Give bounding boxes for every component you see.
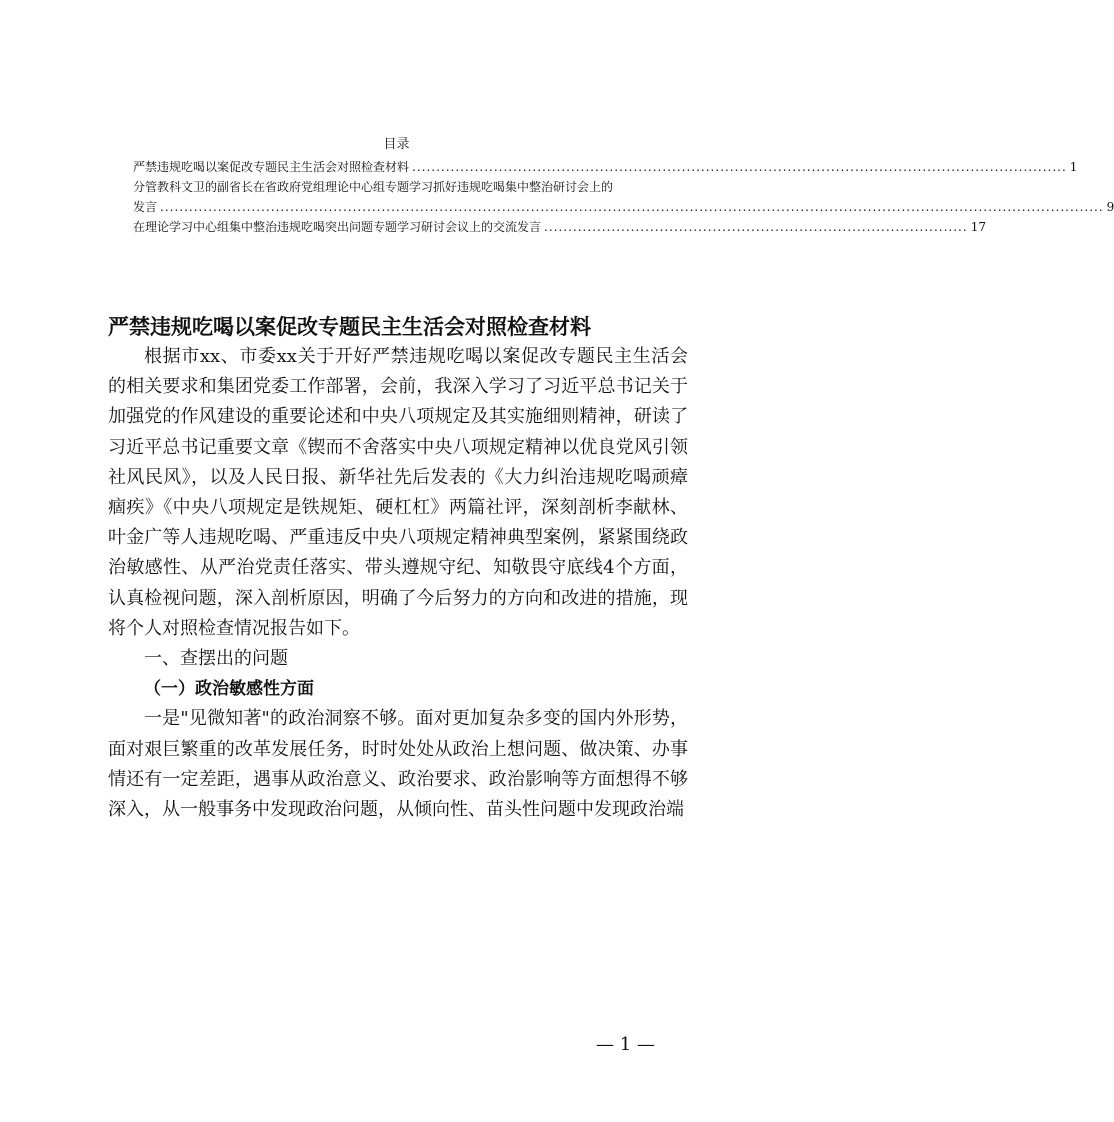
toc-entry-text: 严禁违规吃喝以案促改专题民主生活会对照检查材料 [133, 160, 410, 174]
toc-entry-text: 在理论学习中心组集中整治违规吃喝突出问题专题学习研讨会议上的交流发言 [133, 220, 542, 234]
subsection-heading: （一）政治敏感性方面 [144, 679, 314, 700]
body-paragraph: 一是"见微知著"的政治洞察不够。面对更加复杂多变的国内外形势，面对艰巨繁重的改革发展任务，时时处处从政治上想问题、做决策、办事情还有一定差距，遇事从政治意义、政治要求、政治影响等方面想得不够深入，从一般事务中发现政治问题，从倾向性、苗头性问题中发现政治端 [108, 708, 688, 821]
toc-entry-page: 9 [1106, 200, 1114, 214]
toc-entry-page: 17 [970, 220, 986, 234]
toc-leader-dots: ........................................................................................ [544, 220, 968, 234]
section-heading: 一、查摆出的问题 [144, 648, 288, 670]
toc-entry-2[interactable] [133, 198, 1114, 216]
toc-entry-3[interactable] [133, 218, 986, 236]
toc-entry-2-line1[interactable]: 分管教科文卫的副省长在省政府党组理论中心组专题学习抓好违规吃喝集中整治研讨会上的 [133, 180, 614, 194]
toc-entry-1[interactable] [133, 158, 1078, 176]
document-body [108, 342, 688, 825]
toc-leader-dots: ........................................................................................................................................ [412, 160, 1067, 174]
toc-entry-page: 1 [1069, 160, 1078, 174]
page-number: — 1 — [596, 1034, 655, 1055]
toc-entry-text: 发言 [133, 200, 158, 214]
toc-leader-dots: .................................................................................................................................................................................................... [160, 200, 1104, 214]
toc-title: 目录 [383, 137, 410, 152]
intro-paragraph: 根据市xx、市委xx关于开好严禁违规吃喝以案促改专题民主生活会的相关要求和集团党委工作部署，会前，我深入学习了习近平总书记关于加强党的作风建设的重要论述和中央八项规定及其实施细则精神，研读了习近平总书记重要文章《锲而不舍落实中央八项规定精神以优良党风引领社风民风》，以及人民日报、新华社先后发表的《大力纠治违规吃喝顽瘴痼疾》《中央八项规定是铁规矩、硬杠杠》两篇社评，深刻剖析李献林、叶金广等人违规吃喝、严重违反中央八项规定精神典型案例，紧紧围绕政治敏感性、从严治党责任落实、带头遵规守纪、知敬畏守底线4个方面，认真检视问题，深入剖析原因，明确了今后努力的方向和改进的措施，现将个人对照检查情况报告如下。 [108, 346, 688, 639]
table-of-contents [133, 158, 1114, 238]
document-title: 严禁违规吃喝以案促改专题民主生活会对照检查材料 [108, 315, 591, 339]
